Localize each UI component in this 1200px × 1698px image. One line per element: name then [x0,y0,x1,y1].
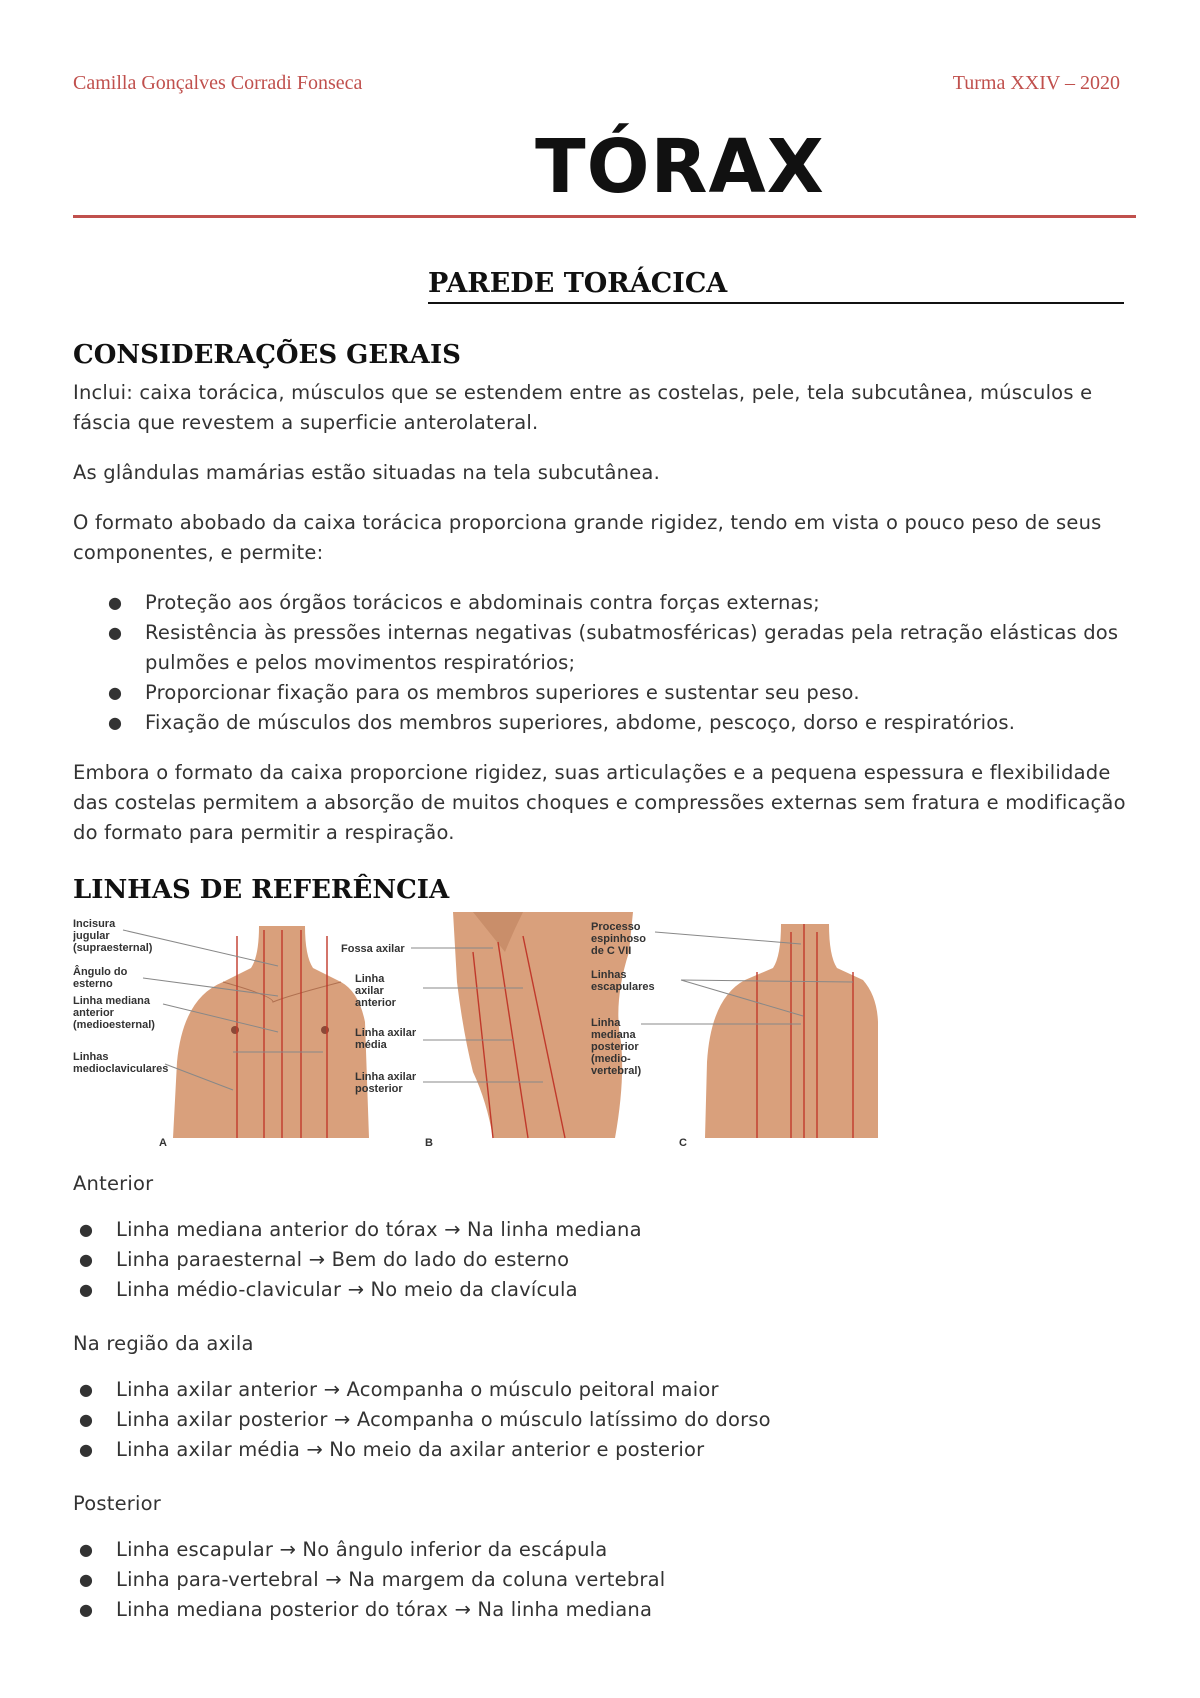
bullet-icon: ● [108,623,123,642]
bullet-icon: ● [108,683,123,702]
bullet-icon: ● [79,1380,94,1399]
list-item: ● Linha axilar média → No meio da axilar anterior e posterior [116,1435,1116,1465]
figure-panel-a [73,918,369,1149]
list-item: ● Linha axilar anterior → Acompanha o músculo peitoral maior [116,1375,1116,1405]
list-item: ● Linha axilar posterior → Acompanha o músculo latíssimo do dorso [116,1405,1116,1435]
bullet-icon: ● [79,1220,94,1239]
bullet-icon: ● [79,1410,94,1429]
panel-letter-a: A [159,1137,167,1149]
svg-text:Linha medianaanterior(medioest: Linha mediana anterior (medioesternal) [73,995,155,1031]
paragraph-glandulas: As glândulas mamárias estão situadas na tela subcutânea. [73,461,660,484]
list-item: ● Linha escapular → No ângulo inferior da escápula [116,1535,1116,1565]
bullet-icon: ● [79,1600,94,1619]
paragraph-embora: Embora o formato da caixa proporcione rigidez, suas articulações e a pequena espessura e flexibilidade das costelas permitem a absorção de muitos choques e compressões externas sem fratura e modificação do formato para permitir a respiração. [73,761,1126,844]
svg-text:Linhasmedioclaviculares: Linhas medioclaviculares [73,1051,169,1075]
list-item: ● Resistência às pressões internas negativas (subatmosféricas) geradas pela retração elásticas dos pulmões e pelos movimentos respiratórios; [145,618,1135,678]
paragraph-inclui: Inclui: caixa torácica, músculos que se estendem entre as costelas, pele, tela subcutânea, músculos e fáscia que revestem a superficie anterolateral. [73,381,1093,434]
svg-text:Ângulo doesterno: Ângulo do esterno [73,966,128,990]
list-item: ● Linha para-vertebral → Na margem da coluna vertebral [116,1565,1116,1595]
bullet-icon: ● [79,1250,94,1269]
figure-panel-b [341,912,633,1149]
list-axila [79,1375,1116,1465]
list-item: ● Linha mediana posterior do tórax → Na linha mediana [116,1595,1116,1625]
list-anterior [79,1215,1116,1305]
section-title-underline [428,302,1124,304]
list-posterior [79,1535,1116,1625]
panel-letter-b: B [425,1137,433,1149]
heading-linhas: LINHAS DE REFERÊNCIA [73,875,450,905]
list-item: ● Linha paraesternal → Bem do lado do esterno [116,1245,1116,1275]
bullet-icon: ● [79,1440,94,1459]
document-title: TÓRAX [535,124,825,210]
reference-lines-figure [73,912,878,1150]
list-item: ● Proteção aos órgãos torácicos e abdominais contra forças externas; [145,588,1135,618]
list-item: ● Linha médio-clavicular → No meio da clavícula [116,1275,1116,1305]
svg-text:Linhamedianaposterior(medio-ve: Linha mediana posterior (medio-vertebral) [591,1017,642,1077]
bullet-icon: ● [79,1570,94,1589]
bullet-icon: ● [108,713,123,732]
bullet-icon: ● [108,593,123,612]
author-name: Camilla Gonçalves Corradi Fonseca [73,72,363,94]
heading-consideracoes: CONSIDERAÇÕES GERAIS [73,340,461,370]
class-year: Turma XXIV – 2020 [952,72,1120,94]
figure-panel-c [591,921,878,1149]
svg-text:Incisurajugular(supraesternal): Incisura jugular (supraesternal) [73,918,153,954]
svg-text:Linhaaxilaranterior: Linha axilar anterior [355,973,396,1009]
svg-text:Linhasescapulares: Linhas escapulares [591,969,655,993]
svg-text:Fossa axilar: Fossa axilar [341,943,405,955]
list-item: ● Linha mediana anterior do tórax → Na linha mediana [116,1215,1116,1245]
title-divider [73,215,1136,218]
panel-letter-c: C [679,1137,687,1149]
svg-text:Processoespinhosode C VII: Processo espinhoso de C VII [591,921,647,957]
label-axila: Na região da axila [73,1332,254,1355]
section-title: PAREDE TORÁCICA [428,268,728,299]
list-item: ● Fixação de músculos dos membros superiores, abdome, pescoço, dorso e respiratórios. [145,708,1135,738]
paragraph-formato: O formato abobado da caixa torácica proporciona grande rigidez, tendo em vista o pouco peso de seus componentes, e permite: [73,511,1102,564]
bullet-icon: ● [79,1540,94,1559]
list-item: ● Proporcionar fixação para os membros superiores e sustentar seu peso. [145,678,1135,708]
label-anterior: Anterior [73,1172,154,1195]
svg-text:Linha axilarmédia: Linha axilar média [355,1027,417,1051]
bullet-list-funcoes [108,588,1135,738]
bullet-icon: ● [79,1280,94,1299]
label-posterior: Posterior [73,1492,161,1515]
svg-text:Linha axilarposterior: Linha axilar posterior [355,1071,417,1095]
